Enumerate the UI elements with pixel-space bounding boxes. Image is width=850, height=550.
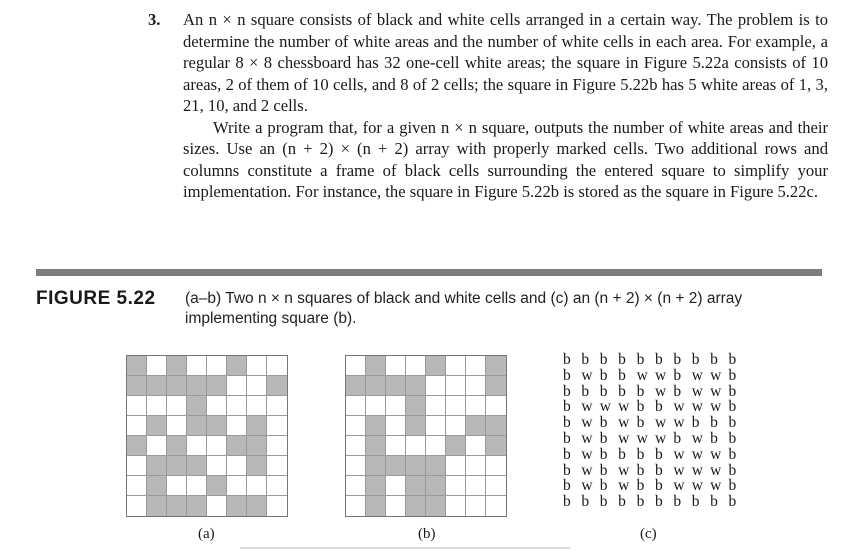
black-cell [426,356,446,376]
array-cell: b [691,493,700,511]
black-cell [406,456,426,476]
figure-label: FIGURE 5.22 [36,288,156,309]
array-cell: w [654,429,667,447]
array-row [563,384,747,400]
array-cell: b [728,398,737,416]
array-cell: b [563,461,571,479]
array-cell: w [581,445,593,463]
white-cell [167,416,187,436]
black-cell [147,376,167,396]
white-cell [386,496,406,516]
white-cell [386,476,406,496]
array-row [563,368,747,384]
black-cell [486,416,506,436]
black-cell [127,436,147,456]
array-cell: b [728,429,737,447]
array-cell: b [673,493,682,511]
black-cell [386,456,406,476]
white-cell [207,456,227,476]
array-cell: b [673,366,682,384]
black-cell [486,356,506,376]
array-cell: b [618,382,626,400]
black-cell [147,476,167,496]
array-cell: b [636,351,645,368]
white-cell [187,476,207,496]
white-cell [147,436,167,456]
square-b-grid [345,355,507,517]
black-cell [127,376,147,396]
black-cell [247,436,267,456]
black-cell [426,456,446,476]
array-cell: b [636,445,645,463]
white-cell [386,416,406,436]
array-cell: b [599,382,608,400]
array-cell: b [636,461,645,479]
black-cell [207,476,227,496]
white-cell [267,436,287,456]
array-cell: b [618,351,626,368]
array-cell: w [581,366,593,384]
white-cell [386,356,406,376]
array-cell: b [673,429,682,447]
black-cell [227,356,247,376]
white-cell [127,476,147,496]
black-cell [426,476,446,496]
array-cell: b [618,493,626,511]
square-a-grid [126,355,288,517]
white-cell [227,476,247,496]
array-cell: b [728,414,737,432]
white-cell [486,476,506,496]
array-row [563,399,747,415]
black-cell [147,496,167,516]
white-cell [346,396,366,416]
array-cell: w [599,398,611,416]
array-cell: w [673,445,685,463]
array-cell: b [618,366,626,384]
white-cell [466,496,486,516]
white-cell [446,476,466,496]
black-cell [366,376,386,396]
white-cell [187,436,207,456]
white-cell [486,456,506,476]
black-cell [386,376,406,396]
array-cell: b [691,414,700,432]
white-cell [167,396,187,416]
white-cell [446,456,466,476]
white-cell [227,396,247,416]
array-cell: w [673,414,685,432]
black-cell [486,436,506,456]
black-cell [227,496,247,516]
array-cell: w [691,477,703,495]
black-cell [247,456,267,476]
black-cell [227,436,247,456]
white-cell [346,416,366,436]
array-cell: b [710,351,718,368]
array-cell: b [636,382,645,400]
white-cell [426,376,446,396]
array-cell: b [618,445,626,463]
white-cell [466,456,486,476]
white-cell [466,476,486,496]
array-row [563,463,747,479]
white-cell [127,396,147,416]
array-cell: w [710,366,722,384]
black-cell [426,496,446,516]
array-cell: w [581,461,593,479]
black-cell [147,456,167,476]
array-cell: w [654,414,667,432]
white-cell [267,356,287,376]
array-cell: b [728,477,737,495]
array-cell: b [563,382,571,400]
black-cell [406,496,426,516]
white-cell [187,356,207,376]
sublabel-c: (c) [640,526,657,542]
array-cell: w [691,398,703,416]
array-cell: w [636,429,648,447]
array-cell: w [618,398,630,416]
white-cell [446,416,466,436]
white-cell [127,456,147,476]
black-cell [187,456,207,476]
array-cell: w [710,461,722,479]
array-row [563,447,747,463]
white-cell [346,496,366,516]
white-cell [466,376,486,396]
sublabel-a: (a) [198,526,215,542]
white-cell [466,396,486,416]
white-cell [486,496,506,516]
array-cell: b [654,461,663,479]
black-cell [187,396,207,416]
array-cell: b [654,477,663,495]
white-cell [446,376,466,396]
array-row [563,478,747,494]
array-cell: w [636,366,648,384]
black-cell [247,496,267,516]
figure-caption: (a–b) Two n × n squares of black and white cells and (c) an (n + 2) × (n + 2) array implementing square (b). [185,290,743,327]
white-cell [426,396,446,416]
white-cell [386,436,406,456]
black-cell [127,356,147,376]
white-cell [247,376,267,396]
white-cell [406,356,426,376]
black-cell [346,376,366,396]
white-cell [446,496,466,516]
black-cell [167,376,187,396]
array-cell: b [728,461,737,479]
black-cell [187,496,207,516]
array-cell: b [728,382,737,400]
array-cell: w [618,429,630,447]
black-cell [486,376,506,396]
array-cell: w [581,429,593,447]
array-cell: b [581,351,590,368]
black-cell [187,376,207,396]
array-cell: b [599,429,608,447]
array-cell: w [691,382,703,400]
white-cell [267,416,287,436]
white-cell [227,456,247,476]
array-cell: b [728,366,737,384]
array-cell: b [728,445,737,463]
array-row [563,494,747,510]
white-cell [147,396,167,416]
array-cell: b [563,398,571,416]
black-cell [187,416,207,436]
white-cell [247,396,267,416]
array-cell: b [654,493,663,511]
black-cell [406,376,426,396]
white-cell [267,396,287,416]
black-cell [446,436,466,456]
black-cell [366,456,386,476]
array-cell: b [563,493,571,511]
black-cell [247,416,267,436]
white-cell [486,396,506,416]
black-cell [406,416,426,436]
white-cell [267,456,287,476]
array-cell: b [599,477,608,495]
white-cell [346,436,366,456]
array-cell: b [710,414,718,432]
array-cell: w [618,477,630,495]
array-cell: b [636,493,645,511]
white-cell [167,476,187,496]
array-cell: w [710,477,722,495]
white-cell [386,396,406,416]
white-cell [466,436,486,456]
black-cell [207,416,227,436]
white-cell [127,496,147,516]
array-cell: b [599,445,608,463]
array-cell: b [728,493,737,511]
array-cell: w [654,366,667,384]
white-cell [207,436,227,456]
array-cell: w [691,461,703,479]
array-cell: b [710,429,718,447]
array-cell: w [710,398,722,416]
array-cell: b [636,477,645,495]
array-cell: b [599,366,608,384]
array-cell: w [691,445,703,463]
white-cell [227,376,247,396]
array-cell: w [710,382,722,400]
array-cell: b [673,382,682,400]
array-cell: b [563,429,571,447]
array-cell: b [691,351,700,368]
white-cell [247,476,267,496]
white-cell [406,436,426,456]
array-c [563,352,747,510]
white-cell [346,456,366,476]
array-cell: w [673,398,685,416]
black-cell [167,436,187,456]
white-cell [446,356,466,376]
array-cell: w [673,477,685,495]
black-cell [167,356,187,376]
white-cell [346,356,366,376]
white-cell [207,396,227,416]
figure-divider [36,269,822,276]
array-cell: b [636,398,645,416]
array-cell: b [563,477,571,495]
sublabel-b: (b) [418,526,436,542]
white-cell [127,416,147,436]
black-cell [147,416,167,436]
array-cell: w [618,414,630,432]
exercise-number: 3. [148,10,161,29]
array-cell: b [563,351,571,368]
array-row [563,415,747,431]
white-cell [147,356,167,376]
black-cell [366,436,386,456]
array-cell: b [728,351,737,368]
array-cell: b [599,493,608,511]
array-cell: b [654,445,663,463]
exercise-3 [148,9,828,203]
array-cell: b [654,398,663,416]
white-cell [227,416,247,436]
array-cell: b [599,461,608,479]
array-cell: b [673,351,682,368]
black-cell [267,376,287,396]
black-cell [167,456,187,476]
white-cell [446,396,466,416]
array-cell: w [581,398,593,416]
array-cell: b [581,493,590,511]
white-cell [366,396,386,416]
exercise-paragraph-1: An n × n square consists of black and white cells arranged in a certain way. The problem is to determine the number of white areas and the number of white cells in each area. For example, a regular 8 × 8 chessboard has 32 one-cell white areas; the square in Figure 5.22a consists of 10 areas, 2 of them of 10 cells, and 8 of 2 cells; the square in Figure 5.22b has 5 white areas of 1, 3, 21, 10, and 2 cells. [183,10,828,115]
array-cell: w [710,445,722,463]
black-cell [207,376,227,396]
black-cell [466,416,486,436]
white-cell [247,356,267,376]
black-cell [366,356,386,376]
array-row [563,352,747,368]
black-cell [366,476,386,496]
white-cell [207,496,227,516]
white-cell [426,416,446,436]
white-cell [346,476,366,496]
black-cell [366,416,386,436]
white-cell [267,496,287,516]
array-cell: b [599,414,608,432]
array-cell: w [581,414,593,432]
array-cell: b [563,414,571,432]
array-cell: w [654,382,667,400]
array-cell: b [636,414,645,432]
array-row [563,431,747,447]
array-cell: b [563,366,571,384]
array-cell: w [673,461,685,479]
array-cell: w [691,366,703,384]
black-cell [366,496,386,516]
white-cell [426,436,446,456]
array-cell: w [581,477,593,495]
array-cell: w [691,429,703,447]
white-cell [207,356,227,376]
exercise-paragraph-2: Write a program that, for a given n × n square, outputs the number of white areas and their sizes. Use an (n + 2) × (n + 2) array with properly marked cells. Two additional rows and columns constitute a frame of black cells surrounding the entered square to simplify your implementation. For instance, the square in Figure 5.22b is stored as the square in Figure 5.22c. [183,117,828,201]
black-cell [406,476,426,496]
black-cell [406,396,426,416]
array-cell: b [654,351,663,368]
array-cell: b [710,493,718,511]
array-cell: b [581,382,590,400]
black-cell [167,496,187,516]
white-cell [267,476,287,496]
array-cell: b [599,351,608,368]
white-cell [466,356,486,376]
page-edge-line [240,547,570,549]
array-cell: w [618,461,630,479]
array-cell: b [563,445,571,463]
